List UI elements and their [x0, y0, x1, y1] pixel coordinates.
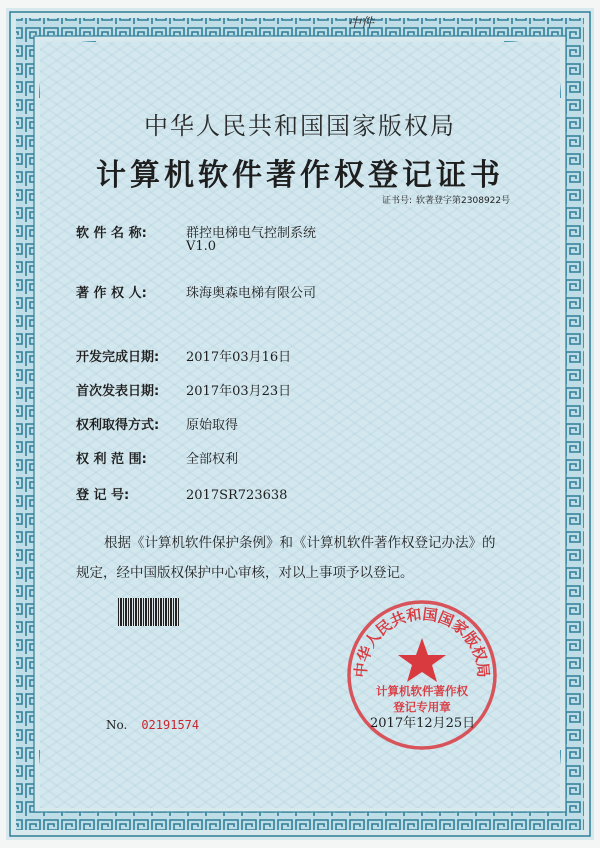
field-value: 2017年03月23日 [186, 384, 292, 399]
field-label: 软 件 名 称: [76, 226, 147, 241]
statement-line-2: 规定，经中国版权保护中心审核，对以上事项予以登记。 [76, 565, 414, 581]
certificate-number-label: 证书号: [382, 196, 413, 206]
field-label: 开发完成日期: [76, 350, 160, 365]
field-software-name [76, 222, 317, 254]
field-acquisition-method [76, 414, 238, 433]
issuing-authority: 中华人民共和国国家版权局 [144, 112, 456, 140]
field-label: 登 记 号: [76, 488, 130, 503]
field-label: 权 利 范 围: [76, 452, 147, 467]
field-completion-date [76, 346, 291, 365]
barcode [118, 598, 180, 626]
serial-value: 02191574 [141, 718, 200, 732]
field-copyright-owner [76, 282, 316, 301]
seal-star-icon [398, 638, 446, 682]
field-registration-number [76, 484, 287, 503]
field-value: 珠海奥森电梯有限公司 [186, 286, 317, 301]
field-rights-scope [76, 448, 238, 467]
handwritten-note: 中件 [348, 16, 375, 31]
software-version: V1.0 [186, 239, 217, 254]
statement-line-1: 根据《计算机软件保护条例》和《计算机软件著作权登记办法》的 [104, 535, 496, 551]
field-value: 2017SR723638 [186, 488, 288, 503]
registration-statement [76, 528, 536, 588]
certificate-number [378, 193, 510, 206]
certificate-number-value: 软著登字第2308922号 [416, 196, 511, 206]
serial-number [106, 718, 199, 732]
field-value: 全部权利 [186, 452, 239, 467]
certificate-title: 计算机软件著作权登记证书 [96, 158, 504, 193]
serial-label: No. [106, 718, 128, 732]
field-label: 权利取得方式: [76, 418, 160, 433]
issue-date: 2017年12月25日 [370, 716, 476, 731]
field-label: 著 作 权 人: [76, 286, 147, 301]
field-value: 原始取得 [186, 418, 239, 433]
seal-text-line-1: 计算机软件著作权 [376, 684, 468, 698]
field-first-publication-date [76, 380, 291, 399]
field-value: 2017年03月16日 [186, 350, 292, 365]
field-label: 首次发表日期: [76, 384, 160, 399]
field-value: 群控电梯电气控制系统 [186, 226, 317, 241]
seal-text-line-2: 登记专用章 [393, 700, 451, 714]
seal-arc-text: 中华人民共和国国家版权局 [351, 605, 493, 679]
